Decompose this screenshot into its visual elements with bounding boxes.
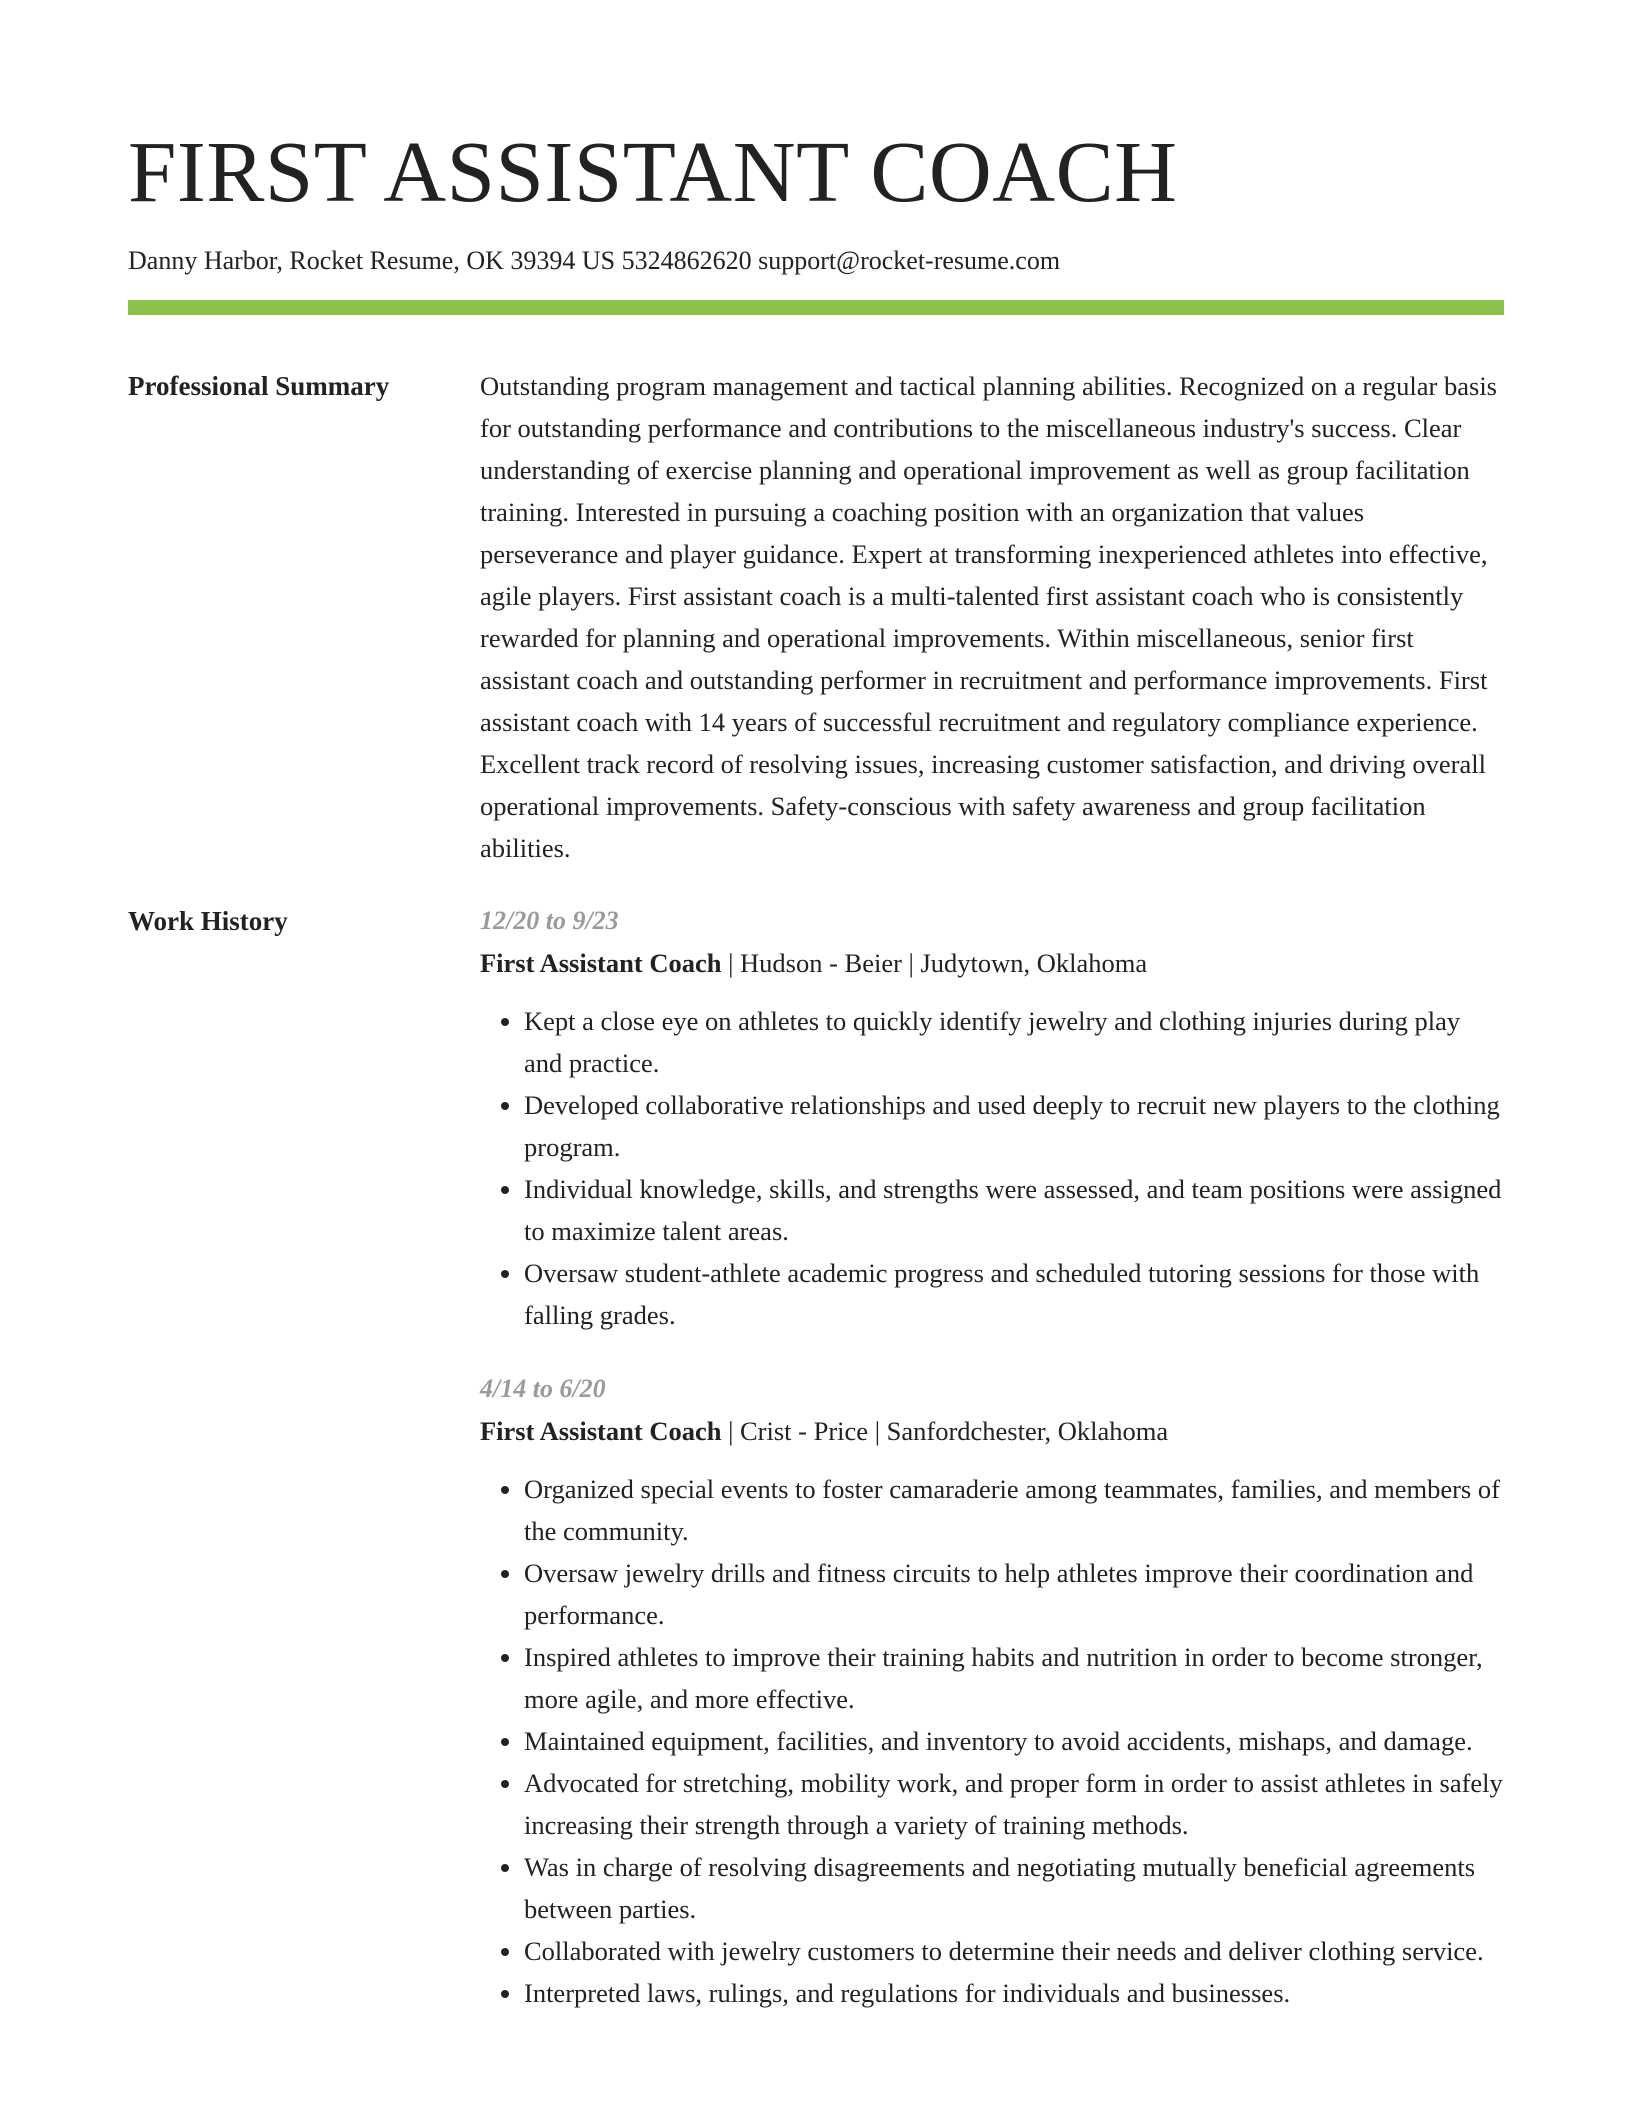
work-history-section [128, 900, 1504, 2014]
contact-city: Rocket Resume, [289, 246, 460, 275]
contact-line [128, 244, 1504, 278]
job-details: | Hudson - Beier | Judytown, Oklahoma [721, 948, 1148, 978]
contact-name: Danny Harbor, [128, 246, 283, 275]
job-bullet: • Individual knowledge, skills, and strengths were assessed, and team positions were assigned to maximize talent areas. [524, 1168, 1504, 1252]
resume-page [128, 0, 1504, 2014]
header-accent-rule [128, 300, 1504, 315]
summary-text: Outstanding program management and tactical planning abilities. Recognized on a regular basis for outstanding performance and contributions to the miscellaneous industry's success. Clear understanding of exercise planning and operational improvement as well as group facilitation training. Interested in pursuing a coaching position with an organization that values perseverance and player guidance. Expert at transforming inexperienced athletes into effective, agile players. First assistant coach is a multi-talented first assistant coach who is consistently rewarded for planning and operational improvements. Within miscellaneous, senior first assistant coach and outstanding performer in recruitment and performance improvements. First assistant coach with 14 years of successful recruitment and regulatory compliance experience. Excellent track record of resolving issues, increasing customer satisfaction, and driving overall operational improvements. Safety-conscious with safety awareness and group facilitation abilities. [480, 371, 1497, 863]
job-bullet: • Was in charge of resolving disagreements and negotiating mutually beneficial agreements between parties. [524, 1846, 1504, 1930]
job-bullet: • Oversaw jewelry drills and fitness circuits to help athletes improve their coordination and performance. [524, 1552, 1504, 1636]
job-title: First Assistant Coach [480, 948, 722, 978]
contact-country: US [581, 246, 616, 275]
job-entry [480, 900, 1504, 1336]
job-dates: 12/20 to 9/23 [480, 906, 619, 935]
job-bullet: • Kept a close eye on athletes to quickly identify jewelry and clothing injuries during play and practice. [524, 1000, 1504, 1084]
job-bullet: • Interpreted laws, rulings, and regulations for individuals and businesses. [524, 1972, 1504, 2014]
contact-state-zip: OK 39394 [466, 246, 576, 275]
job-bullets [480, 1468, 1504, 2014]
job-heading [480, 1410, 1504, 1452]
job-bullets [480, 1000, 1504, 1336]
job-bullet: • Maintained equipment, facilities, and inventory to avoid accidents, mishaps, and damage. [524, 1720, 1504, 1762]
job-bullet: • Collaborated with jewelry customers to determine their needs and deliver clothing service. [524, 1930, 1504, 1972]
contact-email: support@rocket-resume.com [758, 246, 1061, 275]
job-bullet: • Developed collaborative relationships and used deeply to recruit new players to the clothing program. [524, 1084, 1504, 1168]
job-heading [480, 942, 1504, 984]
job-bullet: • Oversaw student-athlete academic progress and scheduled tutoring sessions for those with falling grades. [524, 1252, 1504, 1336]
section-title-summary: Professional Summary [128, 371, 390, 401]
job-title: First Assistant Coach [480, 1416, 722, 1446]
section-title-work: Work History [128, 906, 288, 936]
job-bullet: • Advocated for stretching, mobility work, and proper form in order to assist athletes in safely increasing their strength through a variety of training methods. [524, 1762, 1504, 1846]
job-dates: 4/14 to 6/20 [480, 1374, 606, 1403]
professional-summary-section [128, 365, 1504, 869]
job-entry [480, 1368, 1504, 2014]
resume-name: FIRST ASSISTANT COACH [128, 123, 1178, 220]
summary-body [480, 365, 1504, 869]
work-history-body [480, 900, 1504, 2014]
job-details: | Crist - Price | Sanfordchester, Oklahoma [721, 1416, 1169, 1446]
contact-phone: 5324862620 [621, 246, 752, 275]
job-bullet: • Inspired athletes to improve their training habits and nutrition in order to become stronger, more agile, and more effective. [524, 1636, 1504, 1720]
job-bullet: • Organized special events to foster camaraderie among teammates, families, and members of the community. [524, 1468, 1504, 1552]
